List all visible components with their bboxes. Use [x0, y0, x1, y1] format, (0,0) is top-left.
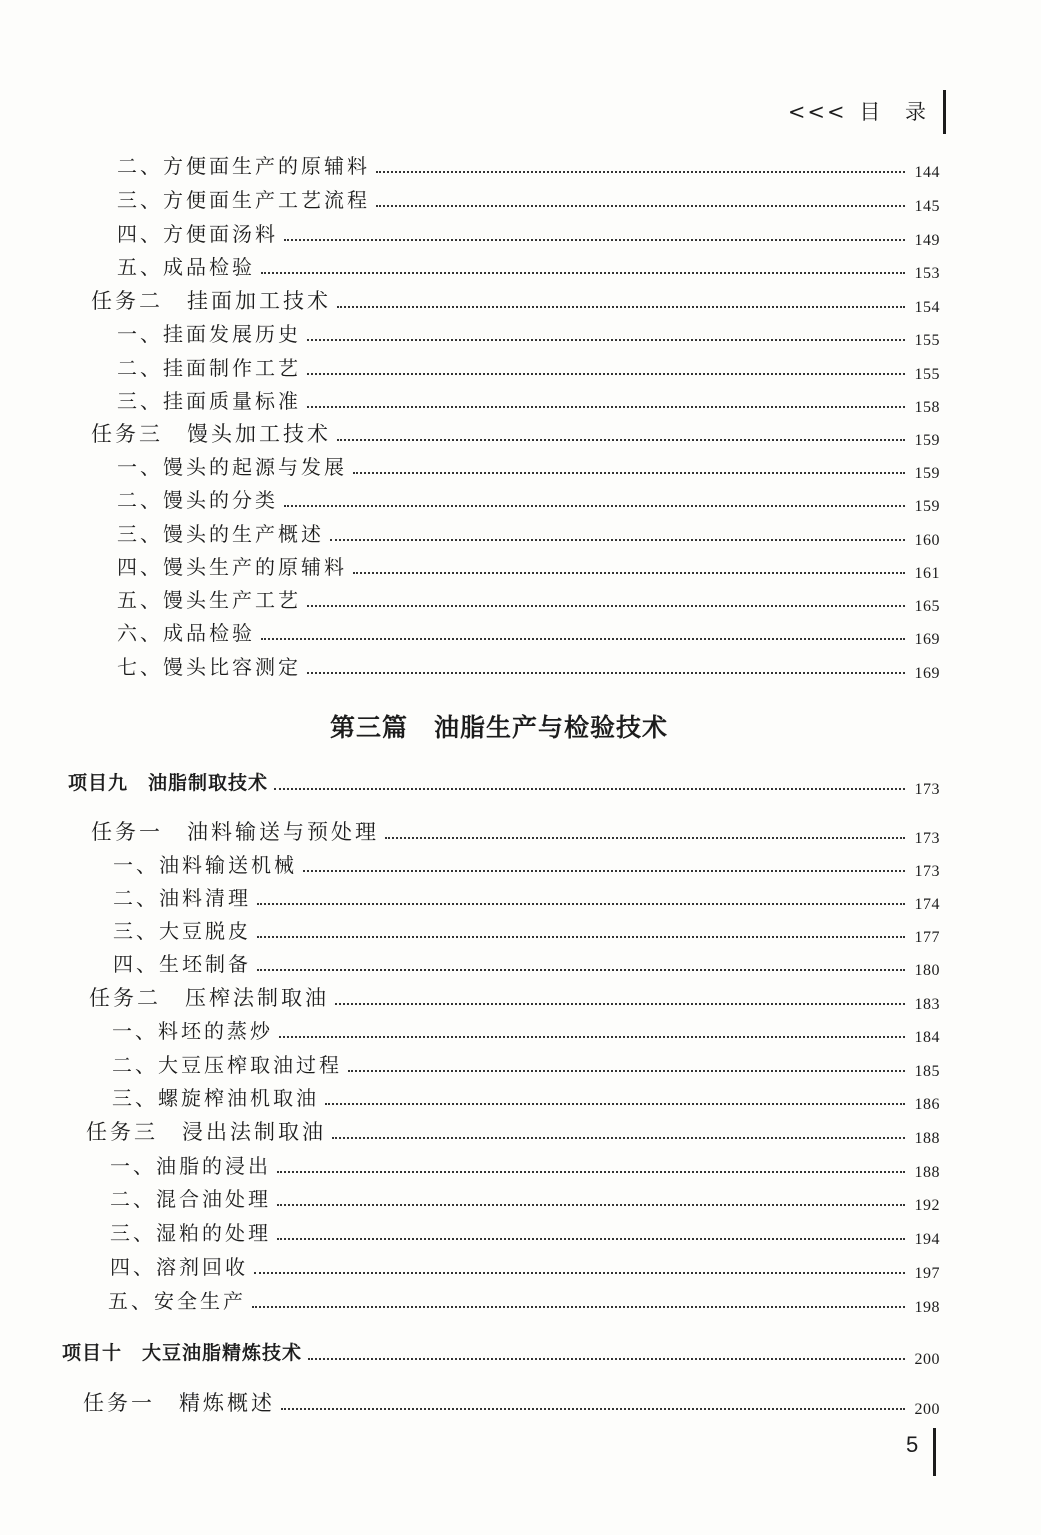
toc-entry-title: 三、湿粕的处理	[110, 1221, 271, 1245]
toc-entry-title: 一、料坯的蒸炒	[112, 1019, 273, 1043]
dot-leader	[325, 1103, 905, 1105]
dot-leader	[385, 837, 905, 839]
dot-leader	[330, 539, 905, 541]
toc-entry-title: 二、挂面制作工艺	[117, 356, 301, 380]
dot-leader	[335, 1003, 905, 1005]
dot-leader	[307, 672, 905, 674]
toc-entry[interactable]	[117, 549, 940, 582]
toc-entry[interactable]	[117, 216, 940, 249]
dot-leader	[277, 1204, 905, 1206]
toc-entry[interactable]	[113, 880, 940, 913]
toc-entry-page: 149	[914, 232, 940, 249]
toc-entry-page: 185	[914, 1063, 940, 1080]
toc-entry-page: 194	[914, 1231, 940, 1248]
toc-entry-page: 177	[914, 929, 940, 946]
dot-leader	[337, 439, 905, 441]
toc-entry[interactable]	[112, 1047, 940, 1080]
toc-entry-title: 四、生坯制备	[113, 952, 251, 976]
footer-vertical-rule	[933, 1428, 936, 1476]
dot-leader	[307, 605, 905, 607]
toc-entry-page: 153	[914, 265, 940, 282]
toc-entry-page: 188	[914, 1164, 940, 1181]
dot-leader	[303, 870, 905, 872]
toc-entry-title: 一、油料输送机械	[113, 853, 297, 877]
toc-entry[interactable]	[113, 847, 940, 880]
toc-entry-title: 项目十 大豆油脂精炼技术	[62, 1342, 303, 1364]
toc-entry-page: 173	[914, 830, 940, 847]
toc-entry-page: 154	[914, 299, 940, 316]
toc-entry[interactable]	[110, 1215, 940, 1248]
part-title: 第三篇 油脂生产与检验技术	[330, 713, 669, 742]
toc-entry-title: 任务二 压榨法制取油	[89, 986, 329, 1010]
toc-entry-page: 180	[914, 962, 940, 979]
toc-entry-title: 一、油脂的浸出	[110, 1154, 271, 1178]
toc-entry[interactable]	[110, 1249, 940, 1282]
header-title-char-1: 目	[859, 100, 883, 124]
dot-leader	[257, 903, 905, 905]
dot-leader	[257, 969, 905, 971]
toc-entry-title: 五、安全生产	[108, 1289, 246, 1313]
toc-entry[interactable]	[83, 1385, 940, 1418]
dot-leader	[281, 1408, 905, 1410]
toc-entry-title: 六、成品检验	[117, 621, 255, 645]
toc-entry-title: 三、方便面生产工艺流程	[117, 188, 370, 212]
toc-entry-page: 169	[914, 665, 940, 682]
toc-entry[interactable]	[110, 1148, 940, 1181]
toc-entry[interactable]	[89, 980, 940, 1013]
toc-entry-page: 145	[914, 198, 940, 215]
toc-entry-title: 三、螺旋榨油机取油	[112, 1086, 319, 1110]
toc-entry-title: 二、馒头的分类	[117, 488, 278, 512]
toc-entry-title: 任务二 挂面加工技术	[91, 289, 331, 313]
toc-entry[interactable]	[117, 482, 940, 515]
dot-leader	[307, 373, 905, 375]
toc-entry-title: 四、溶剂回收	[110, 1255, 248, 1279]
toc-entry[interactable]	[112, 1080, 940, 1113]
dot-leader	[277, 1171, 905, 1173]
dot-leader	[284, 505, 905, 507]
toc-entry-title: 四、方便面汤料	[117, 222, 278, 246]
toc-entry-page: 173	[914, 863, 940, 880]
toc-entry-page: 200	[914, 1401, 940, 1418]
toc-entry[interactable]	[68, 765, 940, 798]
toc-entry[interactable]	[91, 814, 940, 847]
toc-entry-page: 192	[914, 1197, 940, 1214]
toc-entry-page: 184	[914, 1029, 940, 1046]
toc-entry[interactable]	[113, 946, 940, 979]
toc-entry-page: 159	[914, 498, 940, 515]
header-title-char-2: 录	[905, 100, 928, 124]
toc-entry-page: 144	[914, 164, 940, 181]
dot-leader	[353, 572, 905, 574]
toc-entry[interactable]	[117, 516, 940, 549]
toc-entry-title: 一、馒头的起源与发展	[117, 455, 347, 479]
toc-entry-title: 五、馒头生产工艺	[117, 588, 301, 612]
dot-leader	[254, 1272, 905, 1274]
dot-leader	[308, 1358, 904, 1360]
toc-entry-title: 二、方便面生产的原辅料	[117, 154, 370, 178]
toc-entry-page: 188	[914, 1130, 940, 1147]
toc-entry[interactable]	[86, 1114, 940, 1147]
dot-leader	[279, 1036, 905, 1038]
dot-leader	[284, 239, 905, 241]
toc-entry-title: 四、馒头生产的原辅料	[117, 555, 347, 579]
toc-entry[interactable]	[62, 1335, 940, 1368]
toc-entry[interactable]	[117, 350, 940, 383]
toc-entry-page: 160	[914, 532, 940, 549]
toc-entry-page: 169	[914, 631, 940, 648]
toc-entry[interactable]	[117, 649, 940, 682]
toc-entry-title: 任务一 油料输送与预处理	[91, 820, 379, 844]
toc-entry-page: 158	[914, 399, 940, 416]
toc-entry-title: 二、大豆压榨取油过程	[112, 1053, 342, 1077]
toc-entry[interactable]	[112, 1013, 940, 1046]
toc-entry-page: 183	[914, 996, 940, 1013]
toc-entry-page: 198	[914, 1299, 940, 1316]
dot-leader	[348, 1070, 905, 1072]
toc-entry-page: 197	[914, 1265, 940, 1282]
toc-entry[interactable]	[117, 316, 940, 349]
toc-entry-page: 173	[914, 781, 940, 798]
dot-leader	[307, 406, 905, 408]
toc-entry-title: 任务一 精炼概述	[83, 1391, 275, 1415]
toc-entry[interactable]	[91, 416, 940, 449]
toc-entry[interactable]	[108, 1283, 940, 1316]
toc-entry-page: 186	[914, 1096, 940, 1113]
toc-entry-title: 项目九 油脂制取技术	[68, 772, 269, 794]
dot-leader	[376, 171, 905, 173]
toc-entry-title: 五、成品检验	[117, 255, 255, 279]
toc-entry-page: 165	[914, 598, 940, 615]
toc-entry-title: 一、挂面发展历史	[117, 322, 301, 346]
toc-entry[interactable]	[110, 1181, 940, 1214]
toc-entry-page: 161	[914, 565, 940, 582]
dot-leader	[277, 1238, 905, 1240]
dot-leader	[274, 788, 904, 790]
toc-entry-title: 三、挂面质量标准	[117, 389, 301, 413]
header-vertical-rule	[943, 90, 946, 134]
page-number: 5	[906, 1432, 919, 1457]
toc-entry[interactable]	[117, 449, 940, 482]
dot-leader	[332, 1137, 905, 1139]
toc-entry[interactable]	[117, 182, 940, 215]
toc-entry-title: 七、馒头比容测定	[117, 655, 301, 679]
toc-entry-title: 任务三 浸出法制取油	[86, 1120, 326, 1144]
toc-entry[interactable]	[117, 249, 940, 282]
toc-entry-title: 二、油料清理	[113, 886, 251, 910]
toc-entry-page: 159	[914, 465, 940, 482]
toc-entry-title: 二、混合油处理	[110, 1187, 271, 1211]
toc-entry-title: 任务三 馒头加工技术	[91, 422, 331, 446]
toc-entry[interactable]	[117, 615, 940, 648]
dot-leader	[376, 205, 905, 207]
dot-leader	[252, 1306, 905, 1308]
dot-leader	[261, 272, 905, 274]
toc-entry-title: 三、大豆脱皮	[113, 919, 251, 943]
dot-leader	[307, 339, 905, 341]
toc-entry-page: 159	[914, 432, 940, 449]
toc-entry-title: 三、馒头的生产概述	[117, 522, 324, 546]
toc-entry[interactable]	[117, 383, 940, 416]
toc-entry-page: 155	[914, 332, 940, 349]
toc-entry-page: 155	[914, 366, 940, 383]
toc-entry[interactable]	[91, 283, 940, 316]
dot-leader	[261, 638, 905, 640]
toc-entry-page: 174	[914, 896, 940, 913]
running-header	[788, 96, 928, 126]
toc-entry[interactable]	[117, 148, 940, 181]
dot-leader	[353, 472, 905, 474]
dot-leader	[257, 936, 905, 938]
header-arrows: <<<	[787, 100, 847, 124]
toc-entry[interactable]	[113, 913, 940, 946]
toc-entry[interactable]	[117, 582, 940, 615]
dot-leader	[337, 306, 905, 308]
toc-entry-page: 200	[914, 1351, 940, 1368]
